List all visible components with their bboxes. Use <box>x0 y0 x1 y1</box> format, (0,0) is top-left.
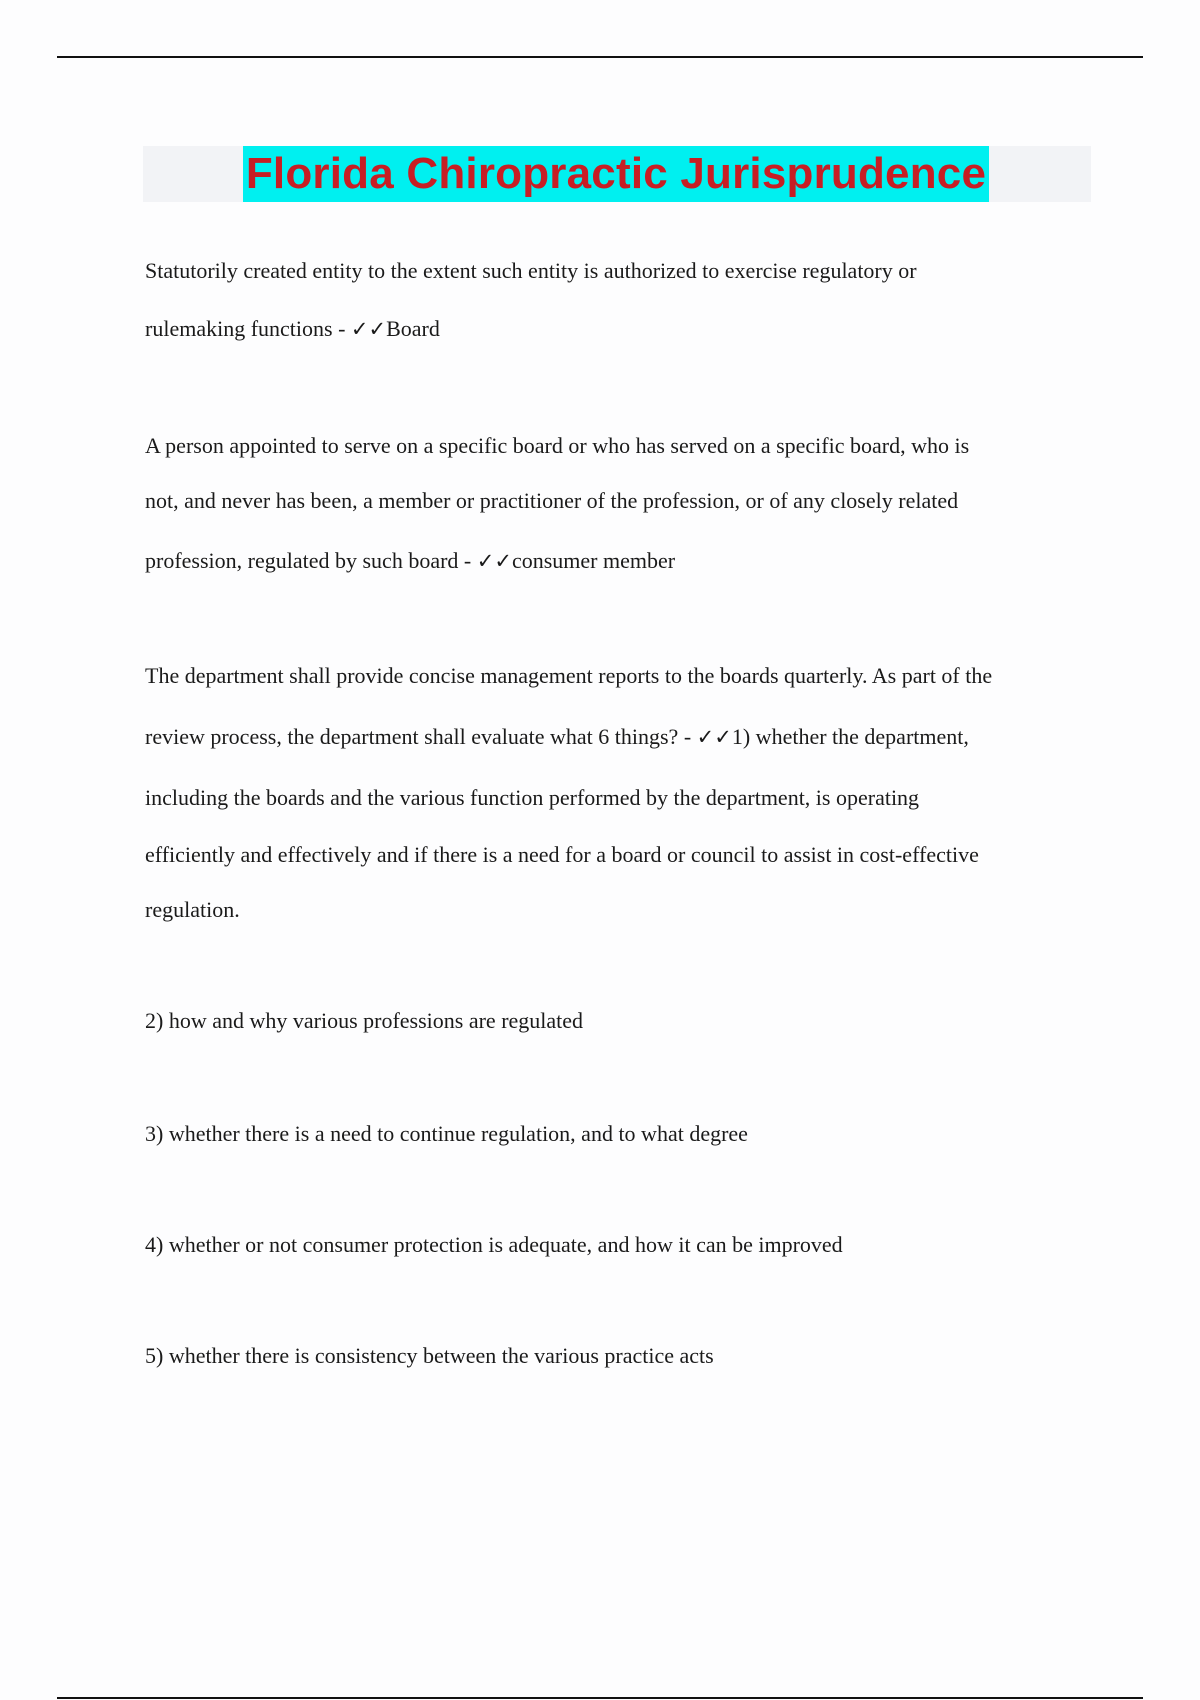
card-3-answer-line-3: regulation. <box>145 897 240 922</box>
card-2-answer: consumer member <box>511 548 676 573</box>
card-2-question-line-1: A person appointed to serve on a specific board or who has served on a specific board, who is <box>145 433 970 458</box>
title-container <box>0 146 1200 202</box>
card-3-answer-line-2: efficiently and effectively and if there is a need for a board or council to assist in cost-effective <box>145 842 979 867</box>
card-2-question-line-2: not, and never has been, a member or practitioner of the profession, or of any closely related <box>145 488 959 513</box>
list-item-2: 2) how and why various professions are regulated <box>145 1008 584 1033</box>
card-2-question-line-3 <box>145 547 675 575</box>
list-item-4: 4) whether or not consumer protection is adequate, and how it can be improved <box>145 1232 843 1257</box>
card-1-answer: Board <box>386 316 440 341</box>
list-item-3: 3) whether there is a need to continue regulation, and to what degree <box>145 1121 748 1146</box>
document-title: Florida Chiropractic Jurisprudence <box>243 146 989 202</box>
card-3-question-line-1: The department shall provide concise management reports to the boards quarterly. As part of the <box>145 663 993 688</box>
card-1-question-line-1: Statutorily created entity to the extent such entity is authorized to exercise regulatory or <box>145 258 917 283</box>
double-check-icon: ✓✓ <box>350 317 387 341</box>
list-item-5: 5) whether there is consistency between the various practice acts <box>145 1343 714 1368</box>
card-1-question-text: rulemaking functions - <box>145 316 351 341</box>
card-3-question-text: review process, the department shall evaluate what 6 things? - <box>145 724 697 749</box>
card-2-question-text: profession, regulated by such board - <box>145 548 477 573</box>
card-3-answer-line-1: including the boards and the various function performed by the department, is operating <box>145 785 920 810</box>
bottom-rule <box>57 1697 1143 1699</box>
double-check-icon: ✓✓ <box>476 549 512 573</box>
card-3-question-line-2 <box>145 723 969 751</box>
top-rule <box>57 56 1143 58</box>
card-3-answer-first-line: 1) whether the department, <box>731 724 969 749</box>
double-check-icon: ✓✓ <box>696 725 732 749</box>
card-1-question-line-2 <box>145 315 440 343</box>
